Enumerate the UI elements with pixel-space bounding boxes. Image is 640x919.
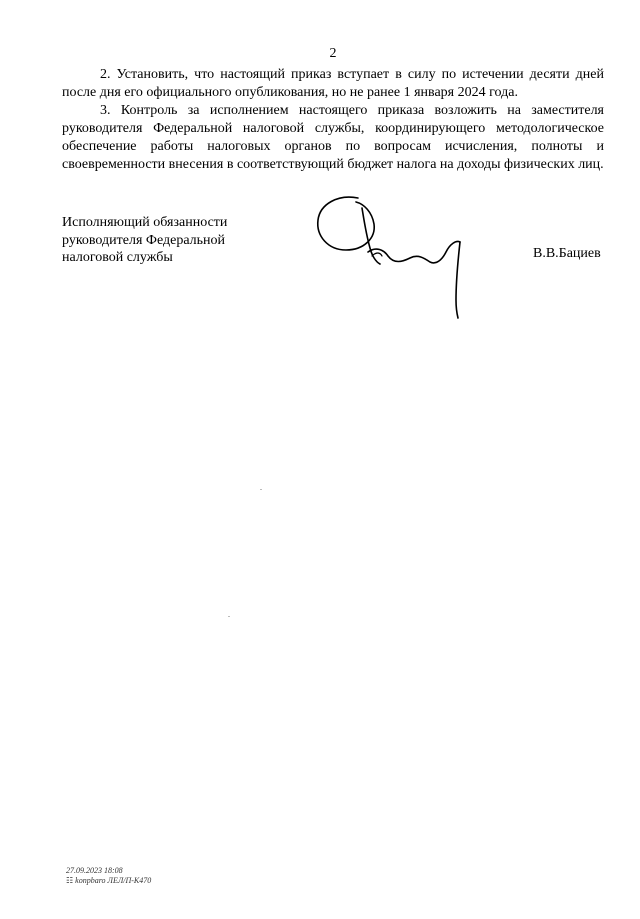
scan-speck <box>260 489 262 490</box>
footer <box>66 866 151 886</box>
body-text <box>62 66 604 174</box>
signer-title-line: налоговой службы <box>62 250 173 265</box>
footer-scanner <box>66 876 151 886</box>
paragraph-control: 3. Контроль за исполнением настоящего приказа возложить на заместителя руководителя Федеральной налоговой службы, координирующего методологическое обеспечение работы налоговых органов по вопросам исчисления, полноты и своевременности внесения в соответствующий бюджет налога на доходы физических лиц. <box>62 103 604 172</box>
signer-title-line: Исполняющий обязанности <box>62 215 228 230</box>
signer-title <box>62 214 227 267</box>
scanner-icon: ☷ <box>66 876 74 885</box>
footer-timestamp: 27.09.2023 18:08 <box>66 866 123 875</box>
paragraph-effective-date: 2. Установить, что настоящий приказ вступает в силу по истечении десяти дней после дня его официального опубликования, но не ранее 1 января 2024 года. <box>62 67 604 100</box>
handwritten-signature <box>310 190 470 320</box>
signer-name: В.В.Бациев <box>533 246 601 261</box>
footer-scanner-label: konpbaro ЛЕЛ/П-К470 <box>75 876 152 885</box>
signer-title-line: руководителя Федеральной <box>62 232 226 248</box>
page-number: 2 <box>329 46 337 61</box>
scan-speck <box>228 616 230 617</box>
